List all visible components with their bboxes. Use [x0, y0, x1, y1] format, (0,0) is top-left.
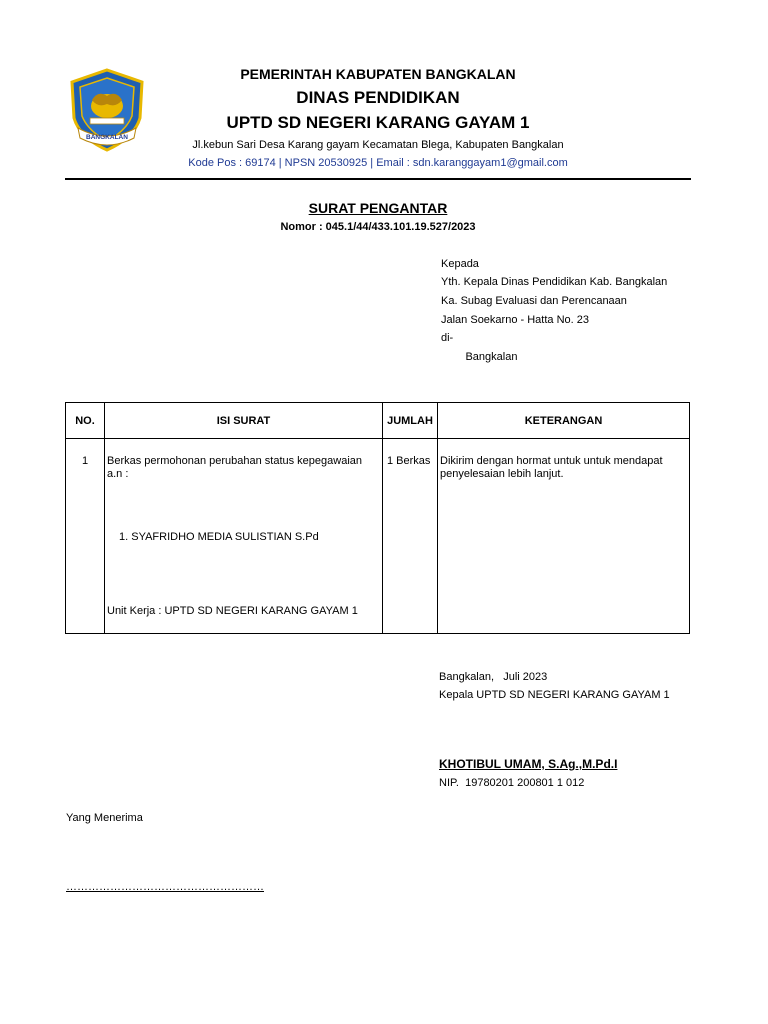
recipient-line: Kepada	[441, 258, 479, 270]
logo-banner-text: BANGKALAN	[86, 134, 128, 141]
letter-number: Nomor : 045.1/44/433.101.19.527/2023	[280, 221, 476, 233]
recipient-line: Yth. Kepala Dinas Pendidikan Kab. Bangkalan	[441, 276, 668, 288]
row-isi-unit: Unit Kerja : UPTD SD NEGERI KARANG GAYAM 1	[107, 605, 358, 617]
signer-name: KHOTIBUL UMAM, S.Ag.,M.Pd.I	[439, 757, 618, 771]
recipient-line: Jalan Soekarno - Hatta No. 23	[441, 314, 589, 326]
header-divider	[65, 178, 691, 180]
table-header-row	[66, 403, 690, 439]
header-jumlah: JUMLAH	[383, 403, 438, 439]
row-isi-main: Berkas permohonan perubahan status kepegawaian a.n :	[107, 455, 363, 480]
table-row	[66, 439, 690, 634]
department-name: DINAS PENDIDIKAN	[296, 88, 460, 107]
row-isi-item: 1. SYAFRIDHO MEDIA SULISTIAN S.Pd	[119, 531, 319, 543]
signer-nip: NIP. 19780201 200801 1 012	[439, 777, 585, 789]
header-isi-surat: ISI SURAT	[105, 403, 383, 439]
row-keterangan: Dikirim dengan hormat untuk untuk mendapat penyelesaian lebih lanjut.	[438, 439, 690, 634]
school-contact: Kode Pos : 69174 | NPSN 20530925 | Email : sdn.karanggayam1@gmail.com	[188, 157, 568, 169]
row-no: 1	[66, 439, 105, 634]
header-no: NO.	[66, 403, 105, 439]
sign-place-date: Bangkalan, Juli 2023	[439, 671, 548, 683]
header-keterangan: KETERANGAN	[438, 403, 690, 439]
recipient-line: Bangkalan	[441, 351, 518, 363]
letter-table	[65, 402, 690, 634]
row-isi-cell	[105, 439, 383, 634]
regency-logo	[68, 68, 146, 152]
sign-position: Kepala UPTD SD NEGERI KARANG GAYAM 1	[439, 689, 670, 701]
government-name: PEMERINTAH KABUPATEN BANGKALAN	[240, 66, 516, 82]
letter-title: SURAT PENGANTAR	[308, 200, 448, 216]
school-name: UPTD SD NEGERI KARANG GAYAM 1	[226, 113, 530, 132]
recipient-line: Ka. Subag Evaluasi dan Perencanaan	[441, 295, 627, 307]
school-address: Jl.kebun Sari Desa Karang gayam Kecamatan Blega, Kabupaten Bangkalan	[192, 139, 564, 151]
receiver-label: Yang Menerima	[66, 812, 143, 824]
recipient-line: di-	[441, 332, 454, 344]
row-jumlah: 1 Berkas	[383, 439, 438, 634]
receiver-signature-line: ………………………………………………	[66, 881, 264, 893]
